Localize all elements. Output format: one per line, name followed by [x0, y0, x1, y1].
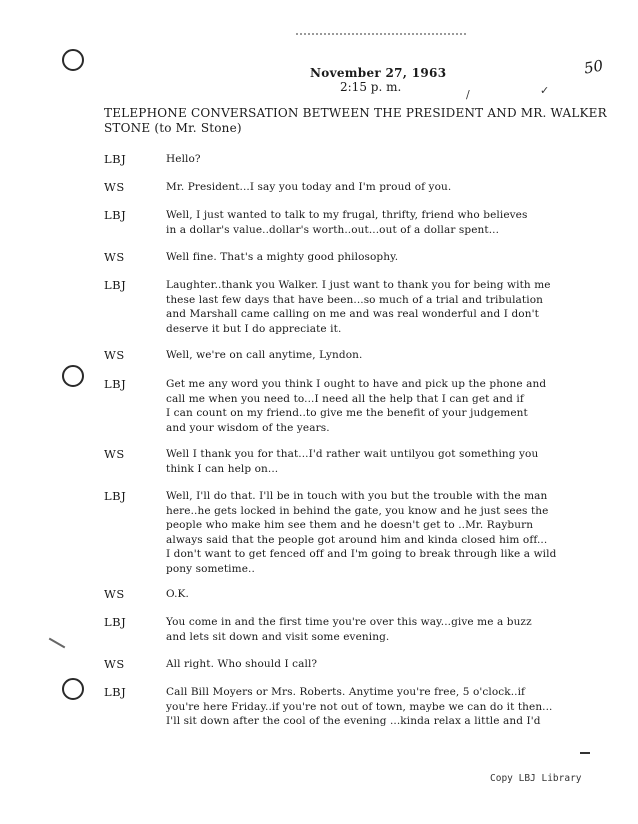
- margin-pen-mark: [49, 638, 66, 649]
- document-title: TELEPHONE CONVERSATION BETWEEN THE PRESIDENT AND MR. WALKER STONE (to Mr. Stone): [104, 106, 607, 135]
- speaker-label: LBJ: [104, 377, 127, 391]
- faint-header-marks: [296, 33, 466, 37]
- dialogue-text: Well, I'll do that. I'll be in touch with you but the trouble with the man here..he gets locked in behind the gate, you know and he just sees the people who make him see them and he doesn't get to ..Mr. Rayburn always said that the people got around him and kinda closed him off... I don't want to get fenced off and I'm going to break through like a wild pony sometime..: [166, 490, 557, 575]
- dialogue-text: Laughter..thank you Walker. I just want to thank you for being with me these last few days that have been...so much of a trial and tribulation and Marshall came calling on me and was real wonderful and I don't deserve it but I do appreciate it.: [166, 279, 551, 335]
- speaker-label: LBJ: [104, 489, 127, 503]
- speaker-label: LBJ: [104, 685, 127, 699]
- speaker-label: LBJ: [104, 278, 127, 292]
- dialogue-text: Well, we're on call anytime, Lyndon.: [166, 349, 363, 361]
- dialogue-text: Mr. President...I say you today and I'm proud of you.: [166, 181, 452, 193]
- speaker-label: WS: [104, 250, 125, 264]
- continuation-dash: [580, 752, 590, 754]
- punch-hole-mark: [62, 365, 84, 387]
- speaker-label: LBJ: [104, 615, 127, 629]
- speaker-label: WS: [104, 348, 125, 362]
- speaker-label: LBJ: [104, 152, 127, 166]
- pen-tick-mark: /: [466, 88, 470, 101]
- library-copy-stamp: Copy LBJ Library: [490, 773, 582, 784]
- dialogue-text: Call Bill Moyers or Mrs. Roberts. Anytime you're free, 5 o'clock..if you're here Friday..if you're not out of town, maybe we can do it then... I'll sit down after the cool of the evening ...kinda relax a little and I'd: [166, 686, 553, 727]
- dialogue-text: Well I thank you for that...I'd rather wait untilyou got something you think I can help on...: [166, 448, 539, 475]
- speaker-label: WS: [104, 180, 125, 194]
- punch-hole-mark: [62, 678, 84, 700]
- speaker-label: WS: [104, 657, 125, 671]
- speaker-label: LBJ: [104, 208, 127, 222]
- dialogue-text: Get me any word you think I ought to have and pick up the phone and call me when you need to...I need all the help that I can get and if I can count on my friend..to give me the benefit of your judgement and your wisdom of the years.: [166, 378, 547, 434]
- speaker-label: WS: [104, 447, 125, 461]
- punch-hole-mark: [62, 49, 84, 71]
- handwritten-page-number: 50: [582, 56, 605, 78]
- dialogue-text: You come in and the first time you're over this way...give me a buzz and lets sit down and visit some evening.: [166, 616, 532, 643]
- dialogue-text: All right. Who should I call?: [166, 658, 318, 670]
- dialogue-text: O.K.: [166, 588, 189, 600]
- dialogue-text: Well fine. That's a mighty good philosophy.: [166, 251, 399, 263]
- document-date: November 27, 1963: [310, 66, 447, 80]
- dialogue-text: Hello?: [166, 153, 201, 165]
- dialogue-text: Well, I just wanted to talk to my frugal, thrifty, friend who believes in a dollar's value..dollar's worth..out...out of a dollar spent...: [166, 209, 528, 236]
- speaker-label: WS: [104, 587, 125, 601]
- document-time: 2:15 p. m.: [340, 80, 402, 94]
- check-mark: ✓: [540, 84, 550, 97]
